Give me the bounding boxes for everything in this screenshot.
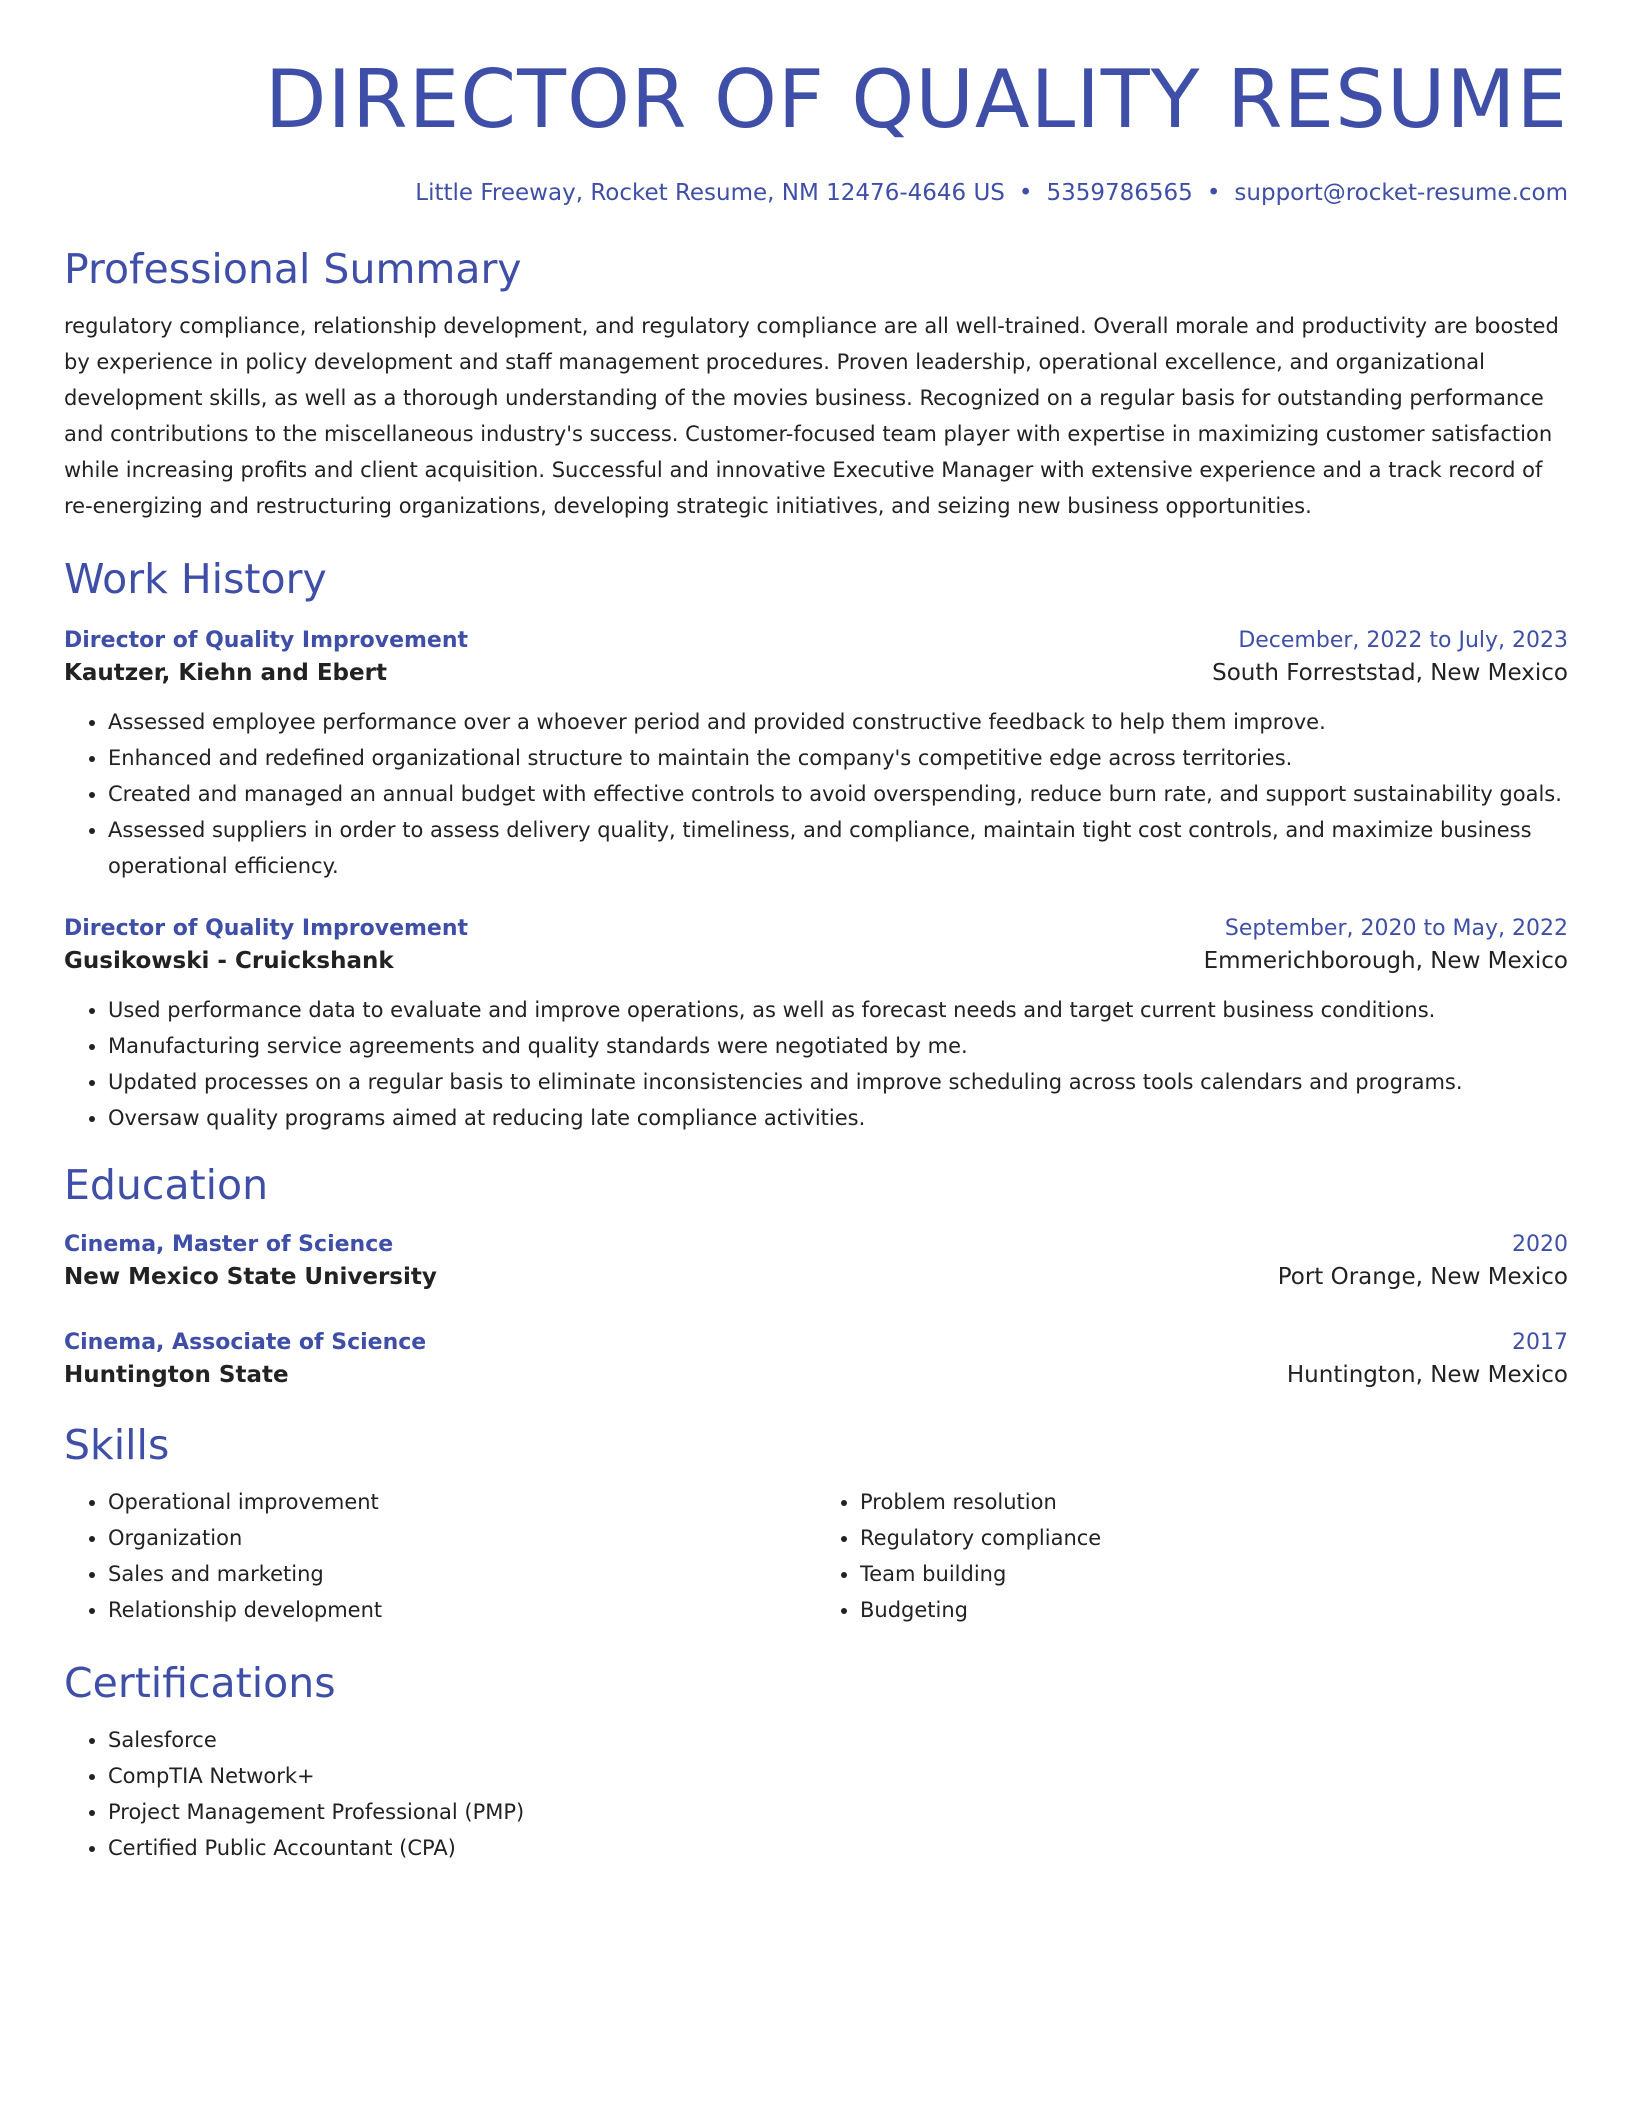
certification-item: • Salesforce [108,1722,1568,1758]
contact-email[interactable]: support@rocket-resume.com [1234,180,1568,206]
skills-list-right [816,1484,1568,1628]
job-company-row [64,656,1568,690]
job-bullet-list [64,704,1568,884]
education-entry [64,1328,1568,1392]
section-heading-work-history: Work History [64,555,327,603]
contact-address: Little Freeway, Rocket Resume, NM 12476-4646 US [415,180,1005,206]
job-company: Gusikowski - Cruickshank [64,948,394,974]
job-role: Director of Quality Improvement [64,628,469,653]
job-bullet: • Used performance data to evaluate and improve operations, as well as forecast needs and target current business conditions. [108,992,1568,1028]
education-degree: Cinema, Master of Science [64,1232,394,1257]
contact-separator: • [1206,180,1221,206]
education-header-row [64,1328,1568,1358]
job-bullet-list [64,992,1568,1136]
skill-item: • Problem resolution [860,1484,1568,1520]
skill-item: • Team building [860,1556,1568,1592]
skill-item: • Sales and marketing [108,1556,816,1592]
job-bullet: • Manufacturing service agreements and quality standards were negotiated by me. [108,1028,1568,1064]
certification-item: • CompTIA Network+ [108,1758,1568,1794]
job-role: Director of Quality Improvement [64,916,469,941]
education-school: Huntington State [64,1362,289,1388]
certifications-list [64,1722,1568,1866]
job-header-row [64,626,1568,656]
resume-title: DIRECTOR OF QUALITY RESUME [264,53,1568,146]
education-header-row [64,1230,1568,1260]
job-entry [64,626,1568,884]
job-dates: December, 2022 to July, 2023 [1238,628,1568,653]
education-location: Port Orange, New Mexico [1277,1264,1568,1290]
education-school-row [64,1260,1568,1294]
skill-item: • Organization [108,1520,816,1556]
summary-text: regulatory compliance, relationship development, and regulatory compliance are all well-trained. Overall morale and productivity are boosted by experience in policy development and staff management procedures. Proven leadership, operational excellence, and organizational development skills, as well as a thorough understanding of the movies business. Recognized on a regular basis for outstanding performance and contributions to the miscellaneous industry's success. Customer-focused team player with expertise in maximizing customer satisfaction while increasing profits and client acquisition. Successful and innovative Executive Manager with extensive experience and a track record of re-energizing and restructuring organizations, developing strategic initiatives, and seizing new business opportunities. [64,314,1559,518]
education-location: Huntington, New Mexico [1286,1362,1568,1388]
skills-grid [64,1484,1568,1628]
education-year: 2017 [1512,1330,1568,1355]
contact-separator: • [1018,180,1033,206]
education-degree: Cinema, Associate of Science [64,1330,427,1355]
contact-phone[interactable]: 5359786565 [1046,180,1193,206]
job-bullet: • Updated processes on a regular basis to eliminate inconsistencies and improve scheduling across tools calendars and programs. [108,1064,1568,1100]
job-bullet: • Created and managed an annual budget with effective controls to avoid overspending, reduce burn rate, and support sustainability goals. [108,776,1568,812]
skills-list-left [64,1484,816,1628]
job-company: Kautzer, Kiehn and Ebert [64,660,387,686]
job-bullet: • Oversaw quality programs aimed at reducing late compliance activities. [108,1100,1568,1136]
job-location: South Forreststad, New Mexico [1212,660,1568,686]
section-heading-education: Education [64,1161,269,1209]
section-heading-skills: Skills [64,1421,170,1469]
education-entry [64,1230,1568,1294]
skill-item: • Budgeting [860,1592,1568,1628]
job-company-row [64,944,1568,978]
skill-item: • Regulatory compliance [860,1520,1568,1556]
job-bullet: • Assessed employee performance over a whoever period and provided constructive feedback to help them improve. [108,704,1568,740]
skill-item: • Operational improvement [108,1484,816,1520]
education-year: 2020 [1512,1232,1568,1257]
education-school-row [64,1358,1568,1392]
certification-item: • Project Management Professional (PMP) [108,1794,1568,1830]
education-school: New Mexico State University [64,1264,437,1290]
skill-item: • Relationship development [108,1592,816,1628]
job-bullet: • Enhanced and redefined organizational structure to maintain the company's competitive edge across territories. [108,740,1568,776]
job-entry [64,914,1568,1136]
certification-item: • Certified Public Accountant (CPA) [108,1830,1568,1866]
section-heading-certifications: Certifications [64,1659,336,1707]
job-header-row [64,914,1568,944]
section-heading-summary: Professional Summary [64,245,522,293]
job-bullet: • Assessed suppliers in order to assess delivery quality, timeliness, and compliance, maintain tight cost controls, and maximize business operational efficiency. [108,812,1568,884]
job-dates: September, 2020 to May, 2022 [1224,916,1568,941]
job-location: Emmerichborough, New Mexico [1203,948,1568,974]
contact-line [64,178,1568,208]
